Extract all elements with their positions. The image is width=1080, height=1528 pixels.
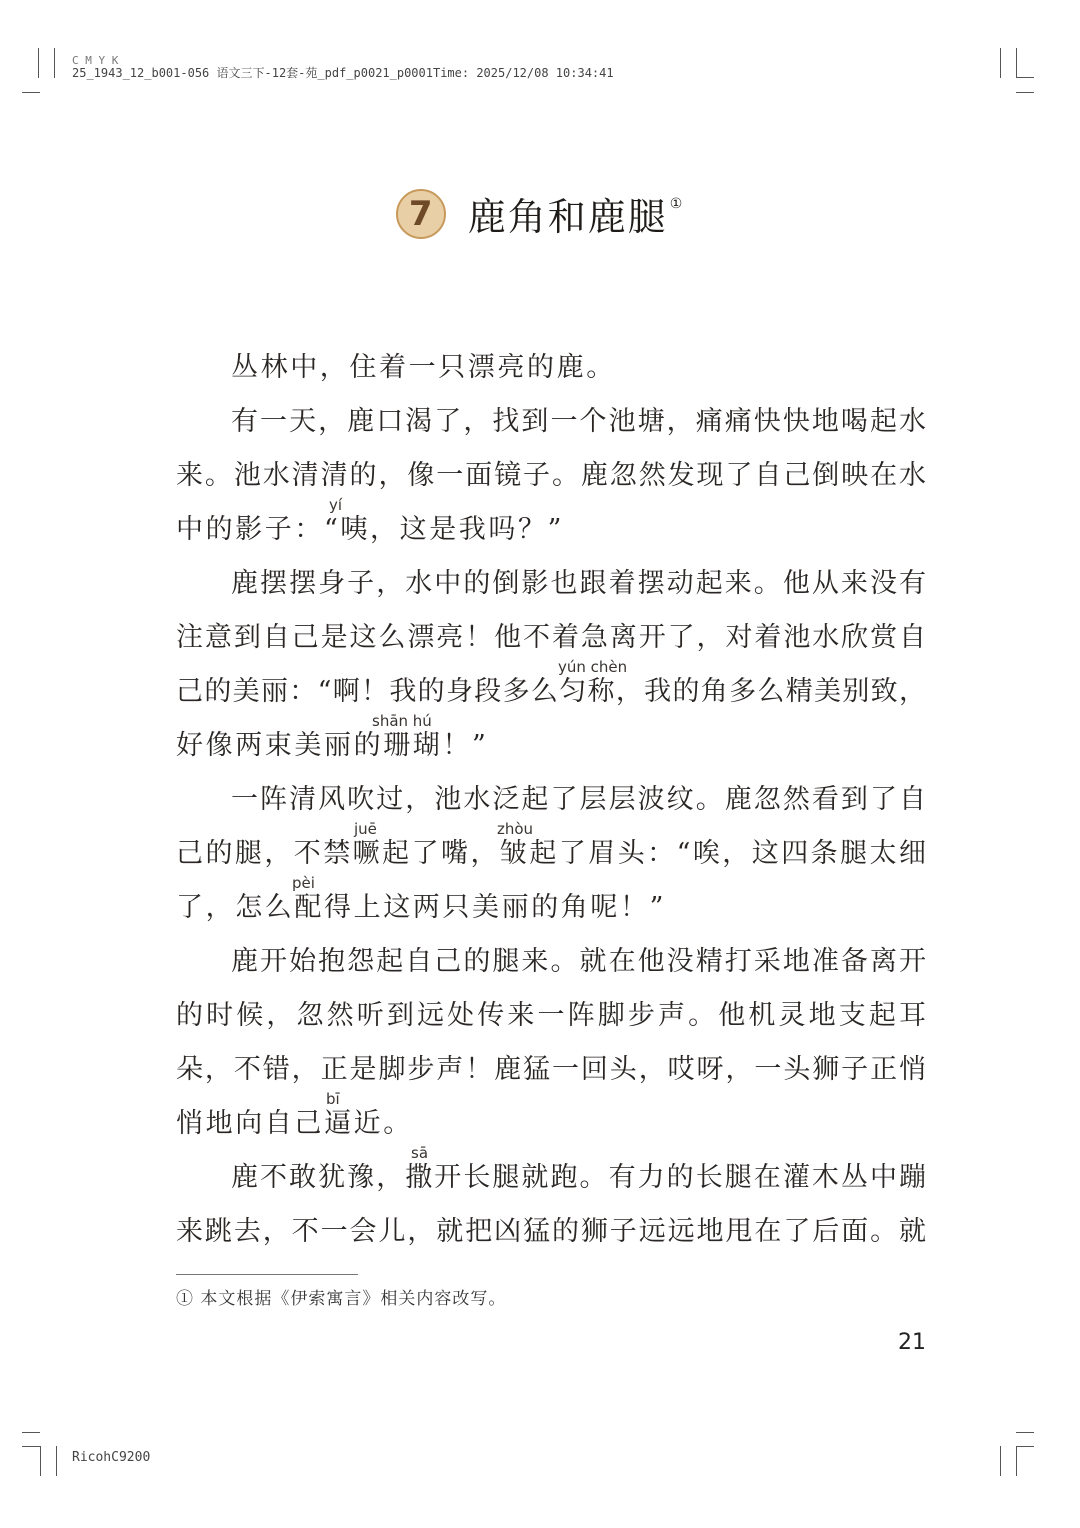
text-line: 中的影子：“咦，这是我吗？”	[176, 514, 565, 545]
pinyin-annotation: pèi	[292, 874, 315, 892]
crop-mark	[1016, 92, 1034, 93]
text-line: 己的美丽：“啊！我的身段多么匀称，我的角多么精美别致，	[176, 676, 926, 707]
crop-mark	[1016, 1446, 1034, 1447]
lesson-heading	[0, 186, 1080, 241]
text-line: 鹿开始抱怨起自己的腿来。就在他没精打采地准备离开	[231, 946, 926, 977]
crop-mark	[40, 1446, 41, 1476]
text-line: 己的腿，不禁噘起了嘴，皱起了眉头：“唉，这四条腿太细	[176, 838, 926, 869]
print-header	[72, 54, 614, 80]
lesson-title	[468, 186, 685, 241]
pinyin-annotation: zhòu	[497, 820, 534, 838]
footnote: ① 本文根据《伊索寓言》相关内容改写。	[176, 1289, 507, 1309]
text-line: 鹿摆摆身子，水中的倒影也跟着摆动起来。他从来没有	[231, 568, 926, 599]
print-job-line: 25_1943_12_b001-056 语文三下-12套-苑_pdf_p0021_p0001Time: 2025/12/08 10:34:41	[72, 66, 614, 80]
pinyin-annotation: sā	[411, 1144, 429, 1162]
pinyin-annotation: shān hú	[372, 712, 432, 730]
lesson-number-badge: 7	[396, 189, 446, 239]
printer-label: RicohC9200	[72, 1450, 151, 1465]
text-line: 朵，不错，正是脚步声！鹿猛一回头，哎呀，一头狮子正悄	[176, 1054, 926, 1085]
text-line: 有一天，鹿口渴了，找到一个池塘，痛痛快快地喝起水	[231, 406, 926, 437]
crop-mark	[22, 1446, 40, 1447]
crop-mark	[22, 1432, 40, 1433]
pinyin-annotation: bī	[326, 1090, 340, 1108]
text-line: 注意到自己是这么漂亮！他不着急离开了，对着池水欣赏自	[176, 622, 926, 653]
text-line: 悄地向自己逼近。	[176, 1108, 413, 1139]
crop-mark	[1000, 1446, 1001, 1476]
crop-mark	[22, 92, 40, 93]
footnote-marker: ①	[669, 196, 685, 212]
crop-mark	[1016, 1446, 1017, 1476]
text-line: 了，怎么配得上这两只美丽的角呢！”	[176, 892, 667, 923]
crop-mark	[38, 48, 39, 78]
text-line: 的时候，忽然听到远处传来一阵脚步声。他机灵地支起耳	[176, 1000, 926, 1031]
crop-mark	[1000, 48, 1001, 78]
text-line: 好像两束美丽的珊瑚！”	[176, 730, 489, 761]
text-line: 一阵清风吹过，池水泛起了层层波纹。鹿忽然看到了自	[231, 784, 926, 815]
page-number: 21	[898, 1330, 926, 1355]
crop-mark	[1016, 77, 1034, 78]
text-line: 鹿不敢犹豫，撒开长腿就跑。有力的长腿在灌木丛中蹦	[231, 1162, 926, 1193]
cmyk-label: C M Y K	[72, 54, 119, 67]
pinyin-annotation: juē	[354, 820, 377, 838]
pinyin-annotation: yún chèn	[558, 658, 628, 676]
pinyin-annotation: yí	[329, 496, 343, 514]
text-line: 来。池水清清的，像一面镜子。鹿忽然发现了自己倒映在水	[176, 460, 926, 491]
crop-mark	[1016, 48, 1017, 78]
text-line: 丛林中，住着一只漂亮的鹿。	[231, 352, 616, 383]
crop-mark	[1016, 1432, 1034, 1433]
text-line: 来跳去，不一会儿，就把凶猛的狮子远远地甩在了后面。就	[176, 1216, 926, 1247]
lesson-title-text: 鹿角和鹿腿	[467, 195, 668, 239]
crop-mark	[56, 1446, 57, 1476]
footnote-divider	[176, 1274, 358, 1275]
crop-mark	[54, 48, 55, 78]
